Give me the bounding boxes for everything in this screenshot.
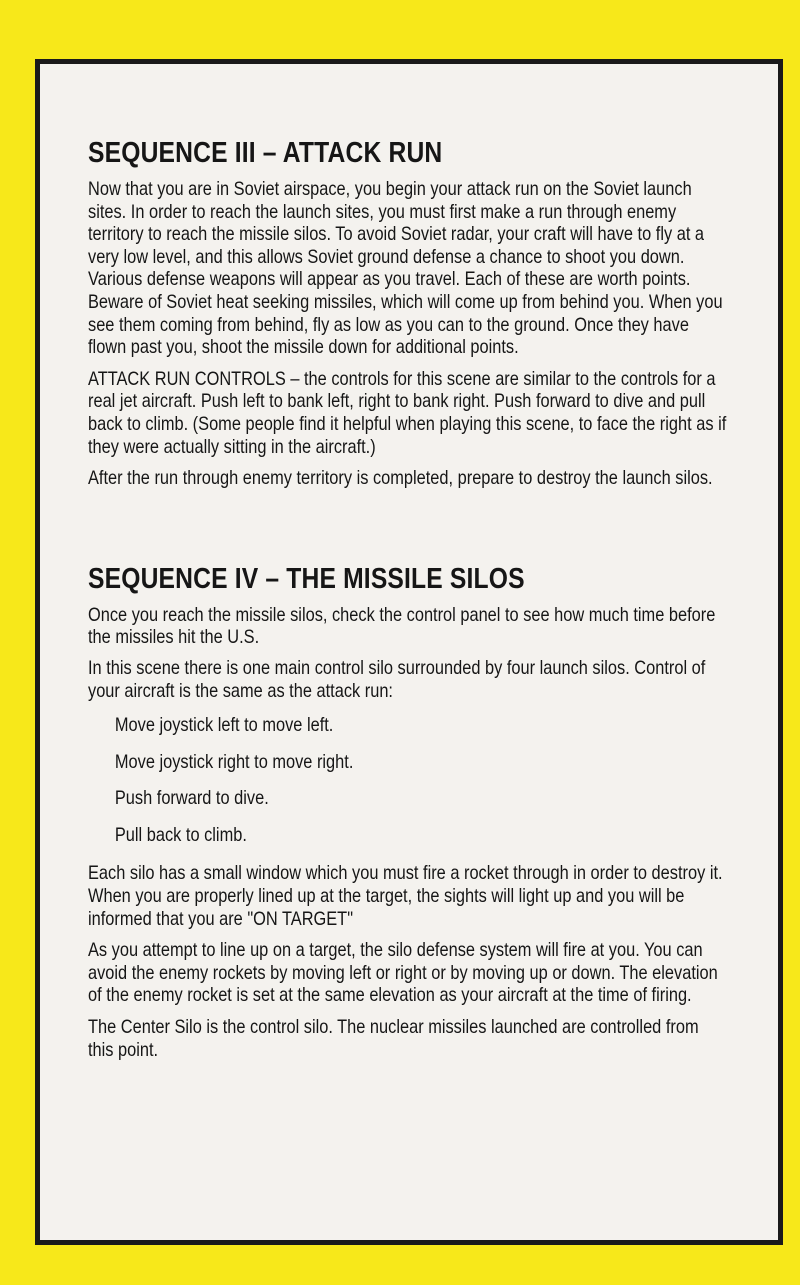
missile-silos-control-summary: In this scene there is one main control silo surrounded by four launch silos. Control of your aircraft is the same as the attack run: [88, 656, 706, 702]
sequence-4-heading: SEQUENCE IV – THE MISSILE SILOS [88, 562, 525, 595]
control-instruction: Move joystick right to move right. [114, 750, 354, 773]
page-content [88, 136, 728, 1061]
attack-run-description: Now that you are in Soviet airspace, you begin your attack run on the Soviet launch sites. In order to reach the launch sites, you must first make a run through enemy territory to reach the missile silos. To avoid Soviet radar, your craft will have to fly at a very low level, and this allows Soviet ground defense a chance to shoot you down. Various defense weapons will appear as you travel. Each of these are worth points. Beware of Soviet heat seeking missiles, which will come up from behind you. When you see them coming from behind, fly as low as you can to the ground. Once they have flown past you, shoot the missile down for additional points. [88, 178, 723, 359]
attack-run-controls-paragraph: ATTACK RUN CONTROLS – the controls for this scene are similar to the controls for a real jet aircraft. Push left to bank left, right to bank right. Push forward to dive and pull back to climb. (Some people find it helpful when playing this scene, to face the right as if they were actually sitting in the aircraft.) [88, 367, 727, 458]
control-instruction: Push forward to dive. [114, 787, 269, 810]
center-silo-paragraph: The Center Silo is the control silo. The nuclear missiles launched are controlled from this point. [88, 1016, 699, 1061]
control-instruction: Move joystick left to move left. [114, 714, 334, 737]
sequence-3-heading: SEQUENCE III – ATTACK RUN [88, 137, 443, 169]
manual-page [35, 59, 783, 1245]
missile-silos-intro: Once you reach the missile silos, check the control panel to see how much time before the missiles hit the U.S. [88, 603, 716, 649]
attack-run-completion-paragraph: After the run through enemy territory is completed, prepare to destroy the launch silos. [88, 467, 713, 490]
silo-targeting-paragraph: Each silo has a small window which you must fire a rocket through in order to destroy it. When you are properly lined up at the target, the sights will light up and you will be informed that you are "ON TARGET" [88, 862, 723, 930]
control-instruction: Pull back to climb. [114, 823, 247, 846]
silo-defense-paragraph: As you attempt to line up on a target, the silo defense system will fire at you. You can avoid the enemy rockets by moving left or right or by moving up or down. The elevation of the enemy rocket is set at the same elevation as your aircraft at the time of firing. [88, 939, 718, 1007]
